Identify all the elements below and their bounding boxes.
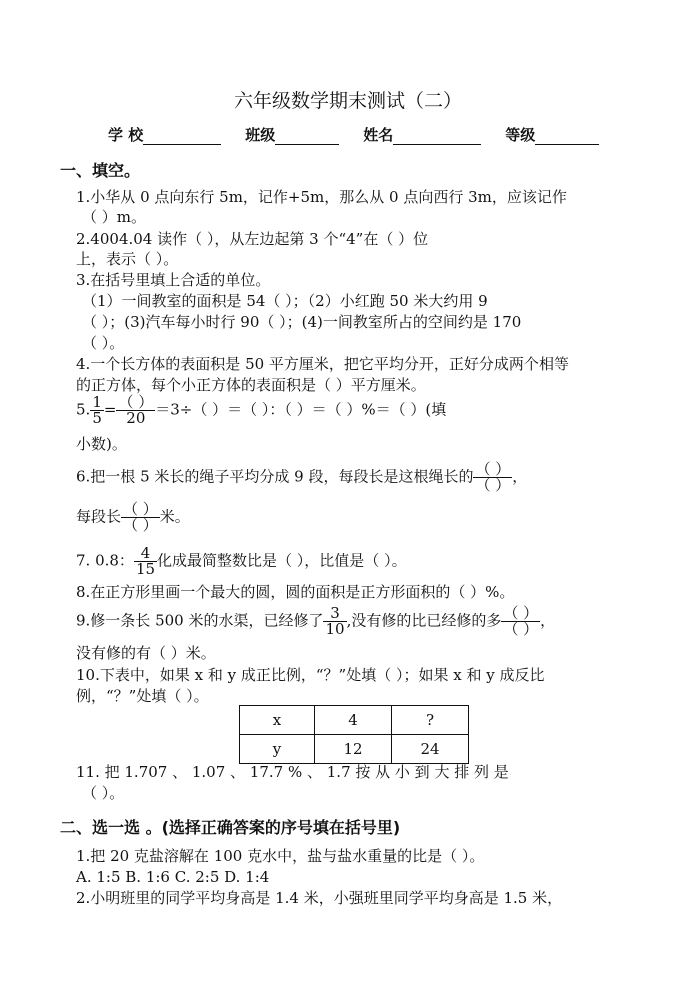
- q4-line1: 4.一个长方体的表面积是 50 平方厘米，把它平均分开，正好分成两个相等: [76, 355, 569, 373]
- q6-comma: ，: [512, 467, 528, 486]
- table-cell: ?: [392, 706, 469, 735]
- q6-fa-denominator: （ ）: [475, 476, 511, 494]
- q5-f2-denominator: 20: [126, 409, 146, 427]
- grade-blank[interactable]: [535, 129, 599, 145]
- section-2-heading: 二、选一选 。(选择正确答案的序号填在括号里): [60, 818, 401, 837]
- q5-prefix: 5.: [76, 400, 91, 419]
- q9-text-a: 9.修一条长 500 米的水渠，已经修了: [76, 611, 324, 630]
- q9-fraction-3-10: [323, 606, 346, 637]
- q9-fraction-blank: [501, 606, 540, 637]
- q1-line2: （ ）m。: [82, 208, 146, 226]
- name-label: 姓名: [363, 126, 394, 144]
- c1-question: 1.把 20 克盐溶解在 100 克水中，盐与盐水重量的比是（ ）。: [76, 847, 485, 865]
- q5-line2: 小数)。: [76, 435, 127, 453]
- q9-comma: ，: [540, 611, 556, 630]
- q6-fraction-b: [121, 502, 160, 533]
- q5-line1: [76, 395, 446, 426]
- q9-text-b: ,没有修的比已经修的多: [346, 611, 502, 630]
- q6-text-b: 每段长: [76, 507, 122, 526]
- school-label: 学 校: [108, 126, 144, 144]
- q5-f2-numerator: （ ）: [118, 393, 154, 411]
- table-cell: 4: [315, 706, 392, 735]
- q5-fraction-one-fifth: [90, 395, 104, 426]
- grade-label: 等级: [505, 126, 536, 144]
- class-blank[interactable]: [275, 129, 339, 145]
- school-blank[interactable]: [143, 129, 221, 145]
- q6-fa-numerator: （ ）: [475, 460, 511, 478]
- name-blank[interactable]: [393, 129, 481, 145]
- q2-line1: 2.4004.04 读作（ ），从左边起第 3 个“4”在（ ）位: [76, 230, 429, 248]
- q9-blank-denominator: （ ）: [503, 620, 539, 638]
- q3-intro: 3.在括号里填上合适的单位。: [76, 271, 271, 289]
- section-1-heading: 一、填空。: [60, 161, 141, 180]
- q11-line1: 11. 把 1.707 、 1.07 、 17.7 % 、 1.7 按 从 小 到 大 排 列 是: [76, 763, 509, 781]
- table-cell: 12: [315, 735, 392, 764]
- q5-equals: =: [103, 400, 117, 419]
- xy-table: [239, 705, 469, 764]
- q9-line2: 没有修的有（ ）米。: [76, 644, 216, 662]
- q6-fraction-a: [473, 462, 512, 493]
- table-row: [240, 706, 469, 735]
- q5-f1-numerator: 1: [92, 393, 102, 411]
- q5-f1-denominator: 5: [92, 409, 102, 427]
- table-cell: 24: [392, 735, 469, 764]
- q7-line: [76, 546, 407, 577]
- q9-blank-numerator: （ ）: [503, 604, 539, 622]
- q7-numerator: 4: [134, 546, 157, 562]
- q6-unit: 米。: [159, 507, 190, 526]
- c1-options: A. 1:5 B. 1:6 C. 2:5 D. 1:4: [76, 868, 270, 886]
- q1-line1: 1.小华从 0 点向东行 5m，记作+5m，那么从 0 点向西行 3m，应该记作: [76, 188, 567, 206]
- student-info-row: [108, 124, 599, 145]
- q2-line2: 上，表示（ ）。: [76, 250, 179, 268]
- q6-fb-denominator: （ ）: [123, 516, 158, 534]
- q7-text-a: 7. 0.8：: [76, 551, 134, 570]
- q10-line2: 例，“？”处填（ ）。: [76, 687, 209, 705]
- q3-line2: （ ）；(3)汽车每小时行 90（ ）；(4)一间教室所占的空间约是 170: [82, 313, 522, 331]
- table-cell: x: [240, 706, 315, 735]
- q7-text-b: 化成最简整数比是（ ），比值是（ ）。: [157, 551, 407, 570]
- page-title: 六年级数学期末测试（二）: [233, 90, 462, 112]
- class-label: 班级: [245, 126, 276, 144]
- q8-line: 8.在正方形里画一个最大的圆，圆的面积是正方形面积的（ ）%。: [76, 583, 515, 601]
- q6-line2: [76, 502, 190, 533]
- q10-line1: 10.下表中，如果 x 和 y 成正比例，“？”处填（ ）；如果 x 和 y 成反比: [76, 666, 545, 684]
- q11-line2: （ ）。: [82, 784, 125, 802]
- q5-fraction-blank-over-20: [116, 395, 155, 426]
- q4-line2: 的正方体，每个小正方体的表面积是（ ）平方厘米。: [76, 376, 426, 394]
- q7-denominator: 15: [135, 560, 156, 578]
- q9-denominator: 10: [325, 620, 345, 638]
- q7-fraction-4-15: [134, 546, 157, 577]
- table-row: [240, 735, 469, 764]
- q9-numerator: 3: [323, 606, 346, 622]
- table-cell: y: [240, 735, 315, 764]
- q6-fb-numerator: （ ）: [123, 500, 158, 518]
- q6-text-a: 6.把一根 5 米长的绳子平均分成 9 段，每段长是这根绳长的: [76, 467, 474, 486]
- q9-line1: [76, 606, 555, 637]
- q5-rest: ＝3÷（ ）＝（ ）：（ ）＝（ ）%＝（ ）(填: [155, 400, 447, 419]
- q3-line1: （1）一间教室的面积是 54（ ）；（2）小红跑 50 米大约用 9: [82, 292, 488, 310]
- c2-question: 2.小明班里的同学平均身高是 1.4 米，小强班里同学平均身高是 1.5 米，: [76, 889, 563, 907]
- q6-line1: [76, 462, 527, 493]
- q3-line3: （ ）。: [82, 334, 125, 352]
